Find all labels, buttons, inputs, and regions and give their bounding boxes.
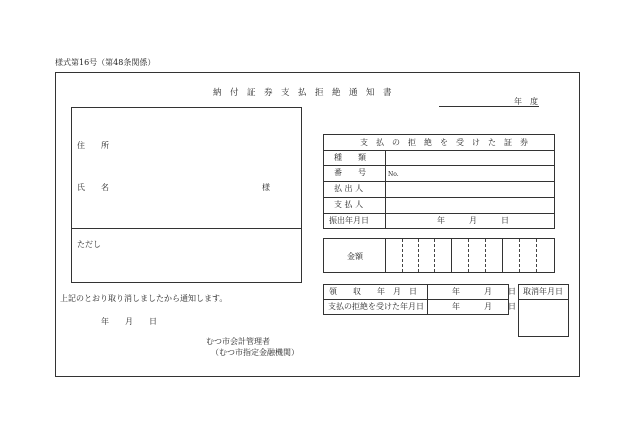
form-number: 様式第16号（第48条関係） [55,58,156,67]
row-line [324,165,554,166]
amount-dashed-divider [402,239,403,272]
row-label-payer: 支 払 人 [334,200,364,209]
issuer-bank: （むつ市指定金融機関） [211,348,299,357]
form-frame [55,72,580,377]
amount-dashed-divider [519,239,520,272]
row-line [324,213,554,214]
row-line [324,181,554,182]
amount-dashed-divider [468,239,469,272]
row-line [324,299,508,300]
amount-solid-divider [502,239,503,272]
recipient-divider [72,228,301,229]
recipient-box [71,107,302,283]
name-label: 氏 名 [77,183,109,192]
receipt-date-value: 年 月 日 [452,287,516,296]
column-line [427,285,428,314]
amount-dashed-divider [536,239,537,272]
row-label-type: 種 類 [334,153,366,162]
row-line [519,299,568,300]
fiscal-year: 年 度 [514,97,538,106]
notice-date: 年 月 日 [101,317,157,326]
cancel-date-label: 取消年月日 [523,287,563,296]
notice-text: 上記のとおり取り消しましたから通知します。 [60,294,228,303]
row-value-issue-date: 年 月 日 [437,216,509,225]
column-line [385,150,386,228]
form-title: 納 付 証 券 支 払 拒 絶 通 知 書 [213,88,392,98]
receipt-dates-table [323,284,516,315]
row-label-drawer: 払 出 人 [334,184,364,193]
refusal-date-label: 支払の拒絶を受けた年月日 [328,302,424,311]
address-label: 住 所 [77,141,109,150]
fiscal-year-underline [439,106,539,107]
receipt-date-label: 領 収 年 月 日 [329,287,417,296]
amount-dashed-divider [434,239,435,272]
issuer-name: むつ市会計管理者 [206,337,270,346]
row-line [324,150,554,151]
amount-label: 金額 [347,252,363,261]
refused-securities-header: 支 払 の 拒 絶 を 受 け た 証 券 [360,138,528,147]
amount-solid-divider [385,239,386,272]
amount-dashed-divider [418,239,419,272]
row-label-number: 番 号 [334,168,366,177]
amount-box [323,238,555,273]
cancel-date-box [518,284,569,337]
honorific: 様 [262,183,270,192]
row-value-number: No. [388,171,399,178]
row-line [324,197,554,198]
amount-solid-divider [451,239,452,272]
refusal-date-value: 年 月 日 [452,302,516,311]
row-label-issue-date: 振出年月日 [329,216,369,225]
amount-dashed-divider [485,239,486,272]
note-label: ただし [77,240,101,249]
refused-securities-table [323,134,555,229]
